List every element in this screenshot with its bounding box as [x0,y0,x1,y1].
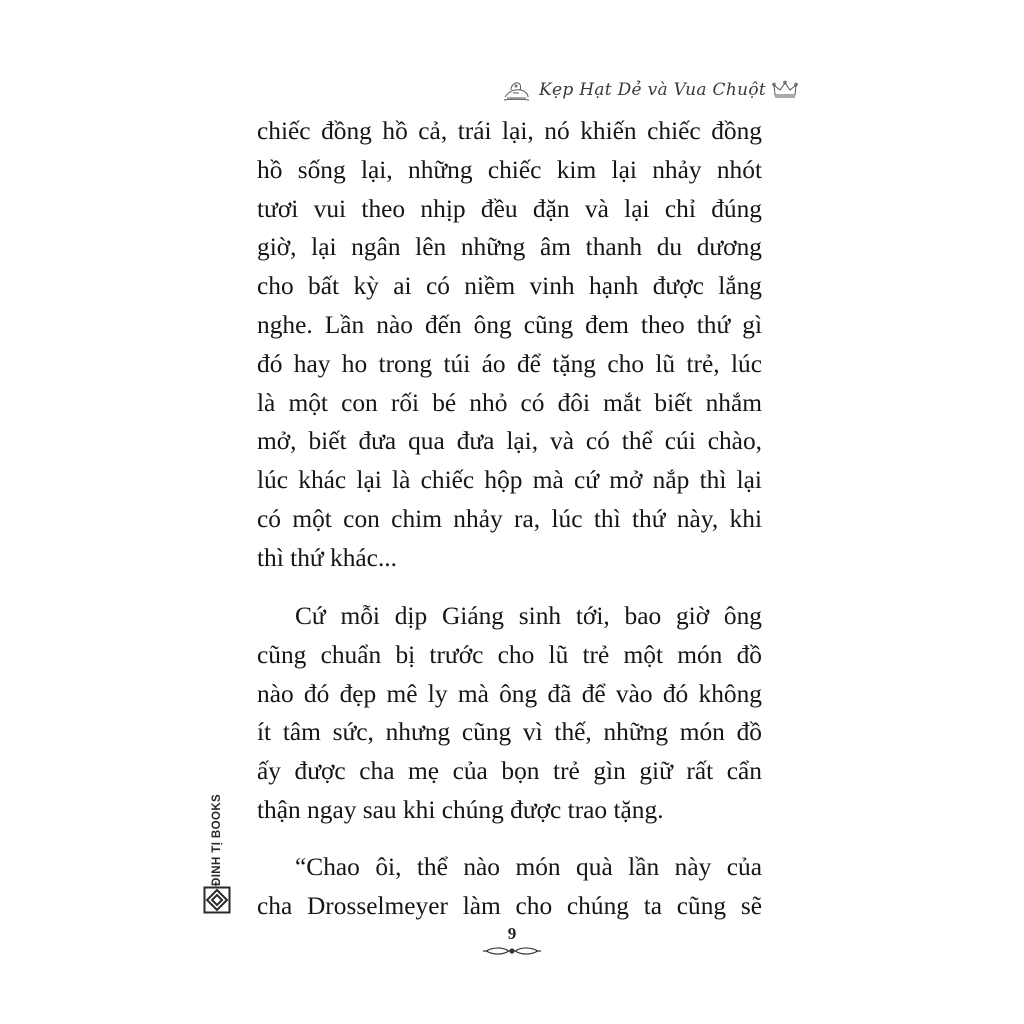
paragraph-2 [257,597,762,830]
paragraph-3 [257,848,762,926]
book-title-header: Kẹp Hạt Dẻ và Vua Chuột [538,80,766,100]
publisher-name: ĐINH TỊ BOOKS [211,793,223,887]
page-number: 9 [507,924,517,943]
text-line: Cứ mỗi dịp Giáng sinh tới, bao giờ ông [295,602,762,630]
text-line: có một con chim nhảy ra, lúc thì thứ này, khi [257,504,762,533]
text-line: ấy được cha mẹ của bọn trẻ gìn giữ rất cẩn [257,757,762,786]
text-line: đó hay ho trong túi áo để tặng cho lũ trẻ, lúc [257,349,762,378]
text-line: cũng chuẩn bị trước cho lũ trẻ một món đồ [257,640,762,669]
text-line: ít tâm sức, nhưng cũng vì thế, những món đồ [257,718,762,747]
text-line: tươi vui theo nhịp đều đặn và lại chỉ đúng [257,194,762,223]
page-number-block [482,924,542,958]
running-header [501,72,798,108]
text-line: “Chao ôi, thể nào món quà lần này của [295,853,762,881]
text-line: cho bất kỳ ai có niềm vinh hạnh được lắng [257,272,762,301]
text-line: cha Drosselmeyer làm cho chúng ta cũng sẽ [257,891,762,920]
flourish-ornament-icon [482,944,542,958]
text-line: là một con rối bé nhỏ có đôi mắt biết nhắm [257,388,762,417]
text-line: chiếc đồng hồ cả, trái lại, nó khiến chiếc đồng [257,117,762,145]
text-line: nào đó đẹp mê ly mà ông đã để vào đó không [257,679,762,708]
text-line: giờ, lại ngân lên những âm thanh du dương [257,233,762,262]
text-line: hồ sống lại, những chiếc kim lại nhảy nhót [257,155,762,184]
text-line: thận ngay sau khi chúng được trao tặng. [257,795,664,824]
text-line: thì thứ khác... [257,543,397,572]
publisher-mark [200,793,234,920]
text-line: nghe. Lần nào đến ông cũng đem theo thứ gì [257,310,762,339]
crown-icon [772,80,798,100]
text-line: mở, biết đưa qua đưa lại, và có thể cúi chào, [257,427,762,456]
paragraph-1 [257,112,762,578]
dinh-ti-logo-icon [203,886,231,914]
text-line: lúc khác lại là chiếc hộp mà cứ mở nắp thì lại [257,466,762,495]
nutcracker-sketch-icon [501,77,531,103]
